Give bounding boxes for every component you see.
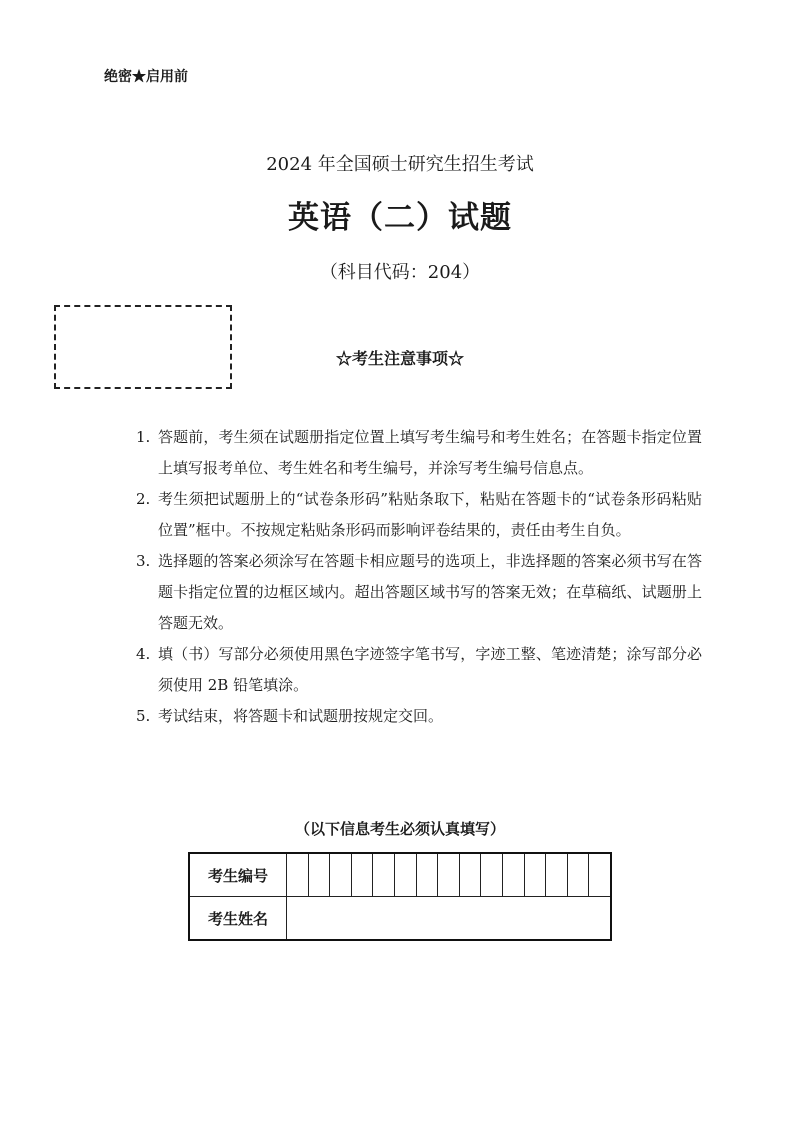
candidate-id-digit-cell[interactable]	[546, 854, 568, 896]
notice-title: ☆考生注意事项☆	[335, 349, 464, 368]
candidate-name-label: 考生姓名	[189, 897, 287, 941]
candidate-id-digit-cell[interactable]	[481, 854, 503, 896]
candidate-id-digit-cell[interactable]	[438, 854, 460, 896]
candidate-id-digit-cell[interactable]	[395, 854, 417, 896]
instruction-text: 选择题的答案必须涂写在答题卡相应题号的选项上，非选择题的答案必须书写在答题卡指定位置的边框区域内。超出答题区域书写的答案无效；在草稿纸、试题册上答题无效。	[158, 552, 702, 632]
instruction-text: 考试结束，将答题卡和试题册按规定交回。	[158, 707, 444, 725]
instructions-list	[136, 422, 702, 732]
candidate-id-label: 考生编号	[189, 853, 287, 897]
instruction-number: 3.	[136, 552, 151, 570]
instruction-number: 1.	[136, 428, 151, 446]
candidate-id-digit-cell[interactable]	[503, 854, 525, 896]
instruction-item	[136, 546, 702, 639]
candidate-name-row	[189, 897, 611, 941]
instruction-item	[136, 484, 702, 546]
candidate-id-digit-cell[interactable]	[352, 854, 374, 896]
candidate-id-field[interactable]	[287, 853, 612, 897]
instruction-text: 考生须把试题册上的“试卷条形码”粘贴条取下，粘贴在答题卡的“试卷条形码粘贴位置”框中。不按规定粘贴条形码而影响评卷结果的，责任由考生自负。	[158, 490, 702, 539]
candidate-id-row	[189, 853, 611, 897]
subject-code: （科目代码：204）	[319, 262, 481, 283]
exam-year-title: 2024 年全国硕士研究生招生考试	[266, 154, 534, 175]
instruction-text: 填（书）写部分必须使用黑色字迹签字笔书写，字迹工整、笔迹清楚；涂写部分必须使用 2B 铅笔填涂。	[158, 645, 702, 694]
exam-subject-title: 英语（二）试题	[288, 200, 512, 236]
candidate-name-field[interactable]	[287, 897, 612, 941]
candidate-id-digit-cell[interactable]	[460, 854, 482, 896]
candidate-id-cells[interactable]	[287, 854, 610, 896]
instruction-item	[136, 639, 702, 701]
candidate-info-table	[188, 852, 612, 941]
instruction-number: 4.	[136, 645, 151, 663]
candidate-id-digit-cell[interactable]	[309, 854, 331, 896]
info-form-note: （以下信息考生必须认真填写）	[294, 820, 505, 838]
instruction-number: 2.	[136, 490, 151, 508]
candidate-id-digit-cell[interactable]	[417, 854, 439, 896]
candidate-id-digit-cell[interactable]	[525, 854, 547, 896]
instruction-number: 5.	[136, 707, 151, 725]
instruction-item	[136, 701, 702, 732]
secret-mark: 绝密★启用前	[104, 69, 188, 85]
candidate-id-digit-cell[interactable]	[373, 854, 395, 896]
candidate-id-digit-cell[interactable]	[568, 854, 590, 896]
candidate-id-digit-cell[interactable]	[589, 854, 610, 896]
candidate-id-digit-cell[interactable]	[287, 854, 309, 896]
candidate-id-digit-cell[interactable]	[330, 854, 352, 896]
instruction-text: 答题前，考生须在试题册指定位置上填写考生编号和考生姓名；在答题卡指定位置上填写报考单位、考生姓名和考生编号，并涂写考生编号信息点。	[158, 428, 702, 477]
instruction-item	[136, 422, 702, 484]
